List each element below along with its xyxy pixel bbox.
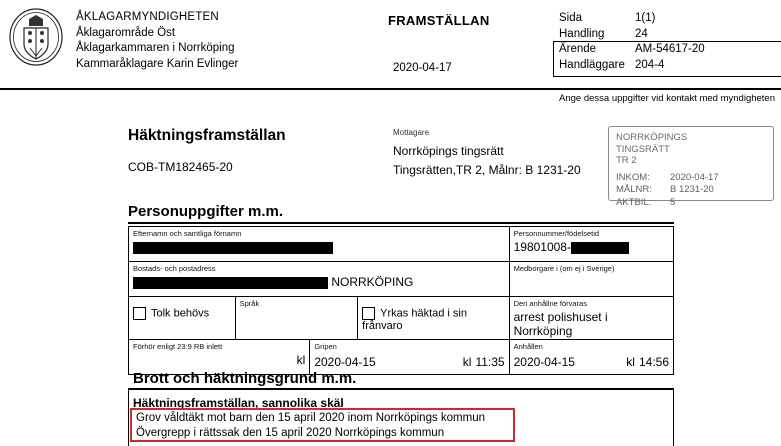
stamp-rows <box>616 172 766 210</box>
field-interpreter <box>129 297 236 339</box>
address-city: NORRKÖPING <box>331 275 414 289</box>
field-proceeding <box>129 340 310 374</box>
field-label-detention-place: Den anhållne förvaras <box>513 299 587 308</box>
absent-checkbox[interactable] <box>362 307 375 320</box>
field-citizenship <box>510 262 673 296</box>
arrested-time-prefix: kl <box>462 355 472 369</box>
interpreter-checkbox-line <box>133 307 231 320</box>
authority-name: ÅKLAGARMYNDIGHETEN <box>76 11 219 23</box>
form-row-times <box>129 340 673 374</box>
redaction-bar <box>133 242 333 254</box>
page-title: Häktningsframställan <box>128 127 286 144</box>
field-value-lastname <box>133 240 505 254</box>
personnummer-text: 19801008- <box>513 240 571 254</box>
header-meta-table <box>559 11 735 73</box>
document-date: 2020-04-17 <box>393 62 452 74</box>
recipient-details: Tingsrätten,TR 2, Målnr: B 1231-20 <box>393 163 581 177</box>
document-type-title: FRAMSTÄLLAN <box>388 13 490 28</box>
meta-value-handlaggare: 204-4 <box>635 58 665 71</box>
stamp-key-aktbil: AKTBIL: <box>616 196 652 208</box>
field-language <box>236 297 359 339</box>
meta-value-arende: AM-54617-20 <box>635 43 705 55</box>
authority-block <box>76 10 238 72</box>
detained-time-prefix: kl <box>626 355 635 369</box>
field-lastname <box>129 227 510 261</box>
stamp-value-aktbil: 5 <box>670 196 676 208</box>
detained-date: 2020-04-15 <box>513 355 575 369</box>
stamp-key-malnr: MÅLNR: <box>616 184 652 195</box>
field-personnummer <box>510 227 673 261</box>
field-label-personnummer: Personnummer/födelsetid <box>513 229 600 238</box>
charge-line-1: Grov våldtäkt mot barn den 15 april 2020 inom Norrköpings kommun <box>136 412 486 424</box>
stamp-row <box>616 172 766 185</box>
stamp-row <box>616 184 766 197</box>
field-value-detention-place: arrest polishuset i Norrköping <box>513 310 608 338</box>
meta-label-handling: Handling <box>559 27 605 40</box>
field-label-absent: Yrkas häktad i sin frånvaro <box>362 307 467 332</box>
recipient-label: Mottagare <box>393 128 430 137</box>
redaction-bar <box>133 277 328 289</box>
meta-label-arende: Ärende <box>559 43 597 55</box>
court-stamp <box>608 126 774 208</box>
meta-row <box>559 58 735 74</box>
field-label-address: Bostads- och postadress <box>133 264 216 273</box>
absent-checkbox-line <box>362 307 504 332</box>
stamp-row <box>616 197 766 210</box>
field-value-detained <box>514 355 669 369</box>
interpreter-checkbox[interactable] <box>133 307 146 320</box>
stamp-court-line3: TR 2 <box>616 155 637 166</box>
header-divider <box>0 88 781 90</box>
arrested-date: 2020-04-15 <box>314 355 376 369</box>
meta-value-sida: 1(1) <box>635 12 656 24</box>
field-detention-place <box>510 297 673 339</box>
field-detained <box>510 340 673 374</box>
section-heading-personal: Personuppgifter m.m. <box>128 203 284 220</box>
section-divider-crime <box>128 388 674 390</box>
crime-box-right-border <box>673 388 674 446</box>
field-address <box>129 262 510 296</box>
field-absent <box>358 297 509 339</box>
recipient-name: Norrköpings tingsrätt <box>393 144 504 158</box>
field-arrested <box>310 340 509 374</box>
field-value-personnummer <box>514 240 669 254</box>
arrested-time: 11:35 <box>475 355 505 369</box>
field-value-proceeding-time: kl <box>296 353 306 367</box>
section-divider-personal <box>128 222 674 224</box>
form-row-interpreter <box>129 297 673 340</box>
meta-label-handlaggare: Handläggare <box>559 58 625 71</box>
stamp-value-malnr: B 1231-20 <box>670 184 714 195</box>
form-row-address <box>129 262 673 297</box>
meta-row <box>559 27 735 43</box>
authority-region: Åklagarområde Öst <box>76 26 176 39</box>
meta-row <box>559 42 735 58</box>
meta-value-handling: 24 <box>635 27 648 40</box>
charges-subheading: Häktningsframställan, sannolika skäl <box>133 396 344 410</box>
stamp-court-line1: NORRKÖPINGS <box>616 132 688 143</box>
charge-line-2: Övergrepp i rättssak den 15 april 2020 Norrköpings kommun <box>136 427 445 439</box>
field-value-address <box>133 275 505 289</box>
stamp-key-inkom: INKOM: <box>616 171 650 183</box>
meta-row <box>559 11 735 27</box>
stamp-court-line2: TINGSRÄTT <box>616 143 670 155</box>
crime-box-left-border <box>128 388 129 446</box>
charges-highlight-box <box>130 408 515 442</box>
document-header <box>0 0 781 104</box>
stamp-value-inkom: 2020-04-17 <box>670 171 719 183</box>
section-heading-crime: Brott och häktningsgrund m.m. <box>133 370 357 387</box>
form-row-name <box>129 227 673 262</box>
personal-data-form <box>128 226 674 375</box>
field-label-interpreter: Tolk behövs <box>151 307 210 320</box>
coat-of-arms-icon <box>8 8 64 66</box>
meta-label-sida: Sida <box>559 12 583 24</box>
field-label-lastname: Efternamn och samtliga förnamn <box>133 229 242 238</box>
field-label-citizenship: Medborgare i (om ej i Sverige) <box>513 264 615 273</box>
contact-note: Ange dessa uppgifter vid kontakt med myndigheten <box>559 93 775 104</box>
field-label-proceeding: Förhör enligt 23:9 RB inlett <box>133 342 223 351</box>
case-number: COB-TM182465-20 <box>128 160 233 174</box>
redaction-bar <box>571 242 629 254</box>
authority-prosecutor: Kammaråklagare Karin Evlinger <box>76 57 239 70</box>
field-value-arrested <box>314 355 504 369</box>
field-label-arrested: Gripen <box>314 342 337 351</box>
authority-office: Åklagarkammaren i Norrköping <box>76 42 235 54</box>
field-label-language: Språk <box>239 299 260 308</box>
detained-time: 14:56 <box>638 355 669 369</box>
field-label-detained: Anhållen <box>513 342 543 351</box>
